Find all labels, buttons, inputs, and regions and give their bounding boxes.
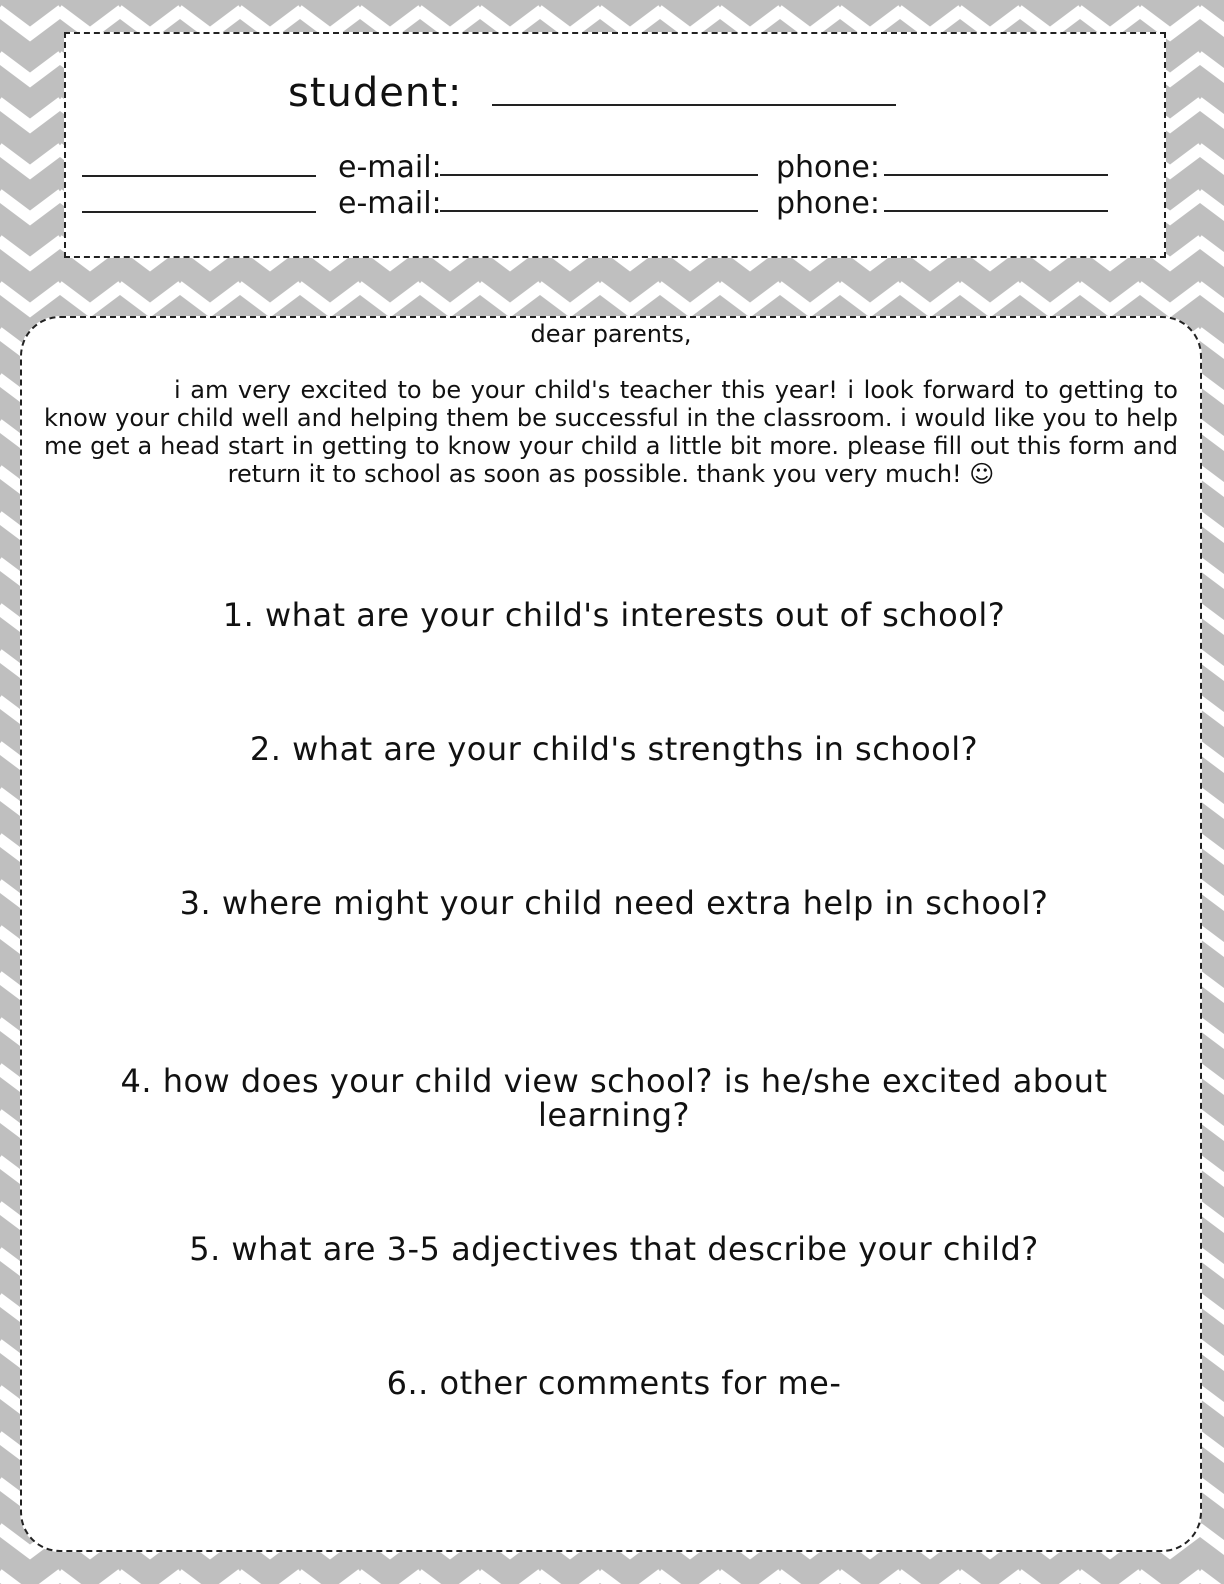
student-row (288, 70, 896, 116)
contact-row (82, 186, 880, 221)
student-label: student: (288, 70, 463, 116)
greeting: dear parents, (530, 320, 692, 348)
email-label: e-mail: (338, 186, 442, 221)
question: 3. where might your child need extra help in school? (179, 884, 1049, 922)
student-name-line[interactable] (492, 76, 896, 106)
email-line[interactable] (440, 174, 758, 176)
email-label: e-mail: (338, 150, 442, 185)
letter-card (20, 316, 1202, 1552)
phone-label: phone: (776, 150, 880, 185)
question: 4. how does your child view school? is he/she excited about learning? (120, 1062, 1108, 1134)
parent-name-line[interactable] (82, 151, 316, 177)
phone-label: phone: (776, 186, 880, 221)
email-line[interactable] (440, 210, 758, 212)
phone-line[interactable] (884, 210, 1108, 212)
parent-name-line[interactable] (82, 187, 316, 213)
parent-info-header (64, 32, 1166, 258)
phone-line[interactable] (884, 174, 1108, 176)
intro-paragraph: i am very excited to be your child's teacher this year! i look forward to getting to know your child well and helping them be successful in the classroom. i would like you to help me get a head start in getting to know your child a little bit more. please fill out this form and return it to school as soon as possible. thank you very much! ☺ (44, 376, 1178, 488)
contact-row (82, 150, 880, 185)
question: 2. what are your child's strengths in school? (249, 730, 979, 768)
question: 5. what are 3-5 adjectives that describe your child? (189, 1230, 1039, 1268)
question: 6.. other comments for me- (386, 1364, 842, 1402)
question: 1. what are your child's interests out of school? (222, 596, 1006, 634)
